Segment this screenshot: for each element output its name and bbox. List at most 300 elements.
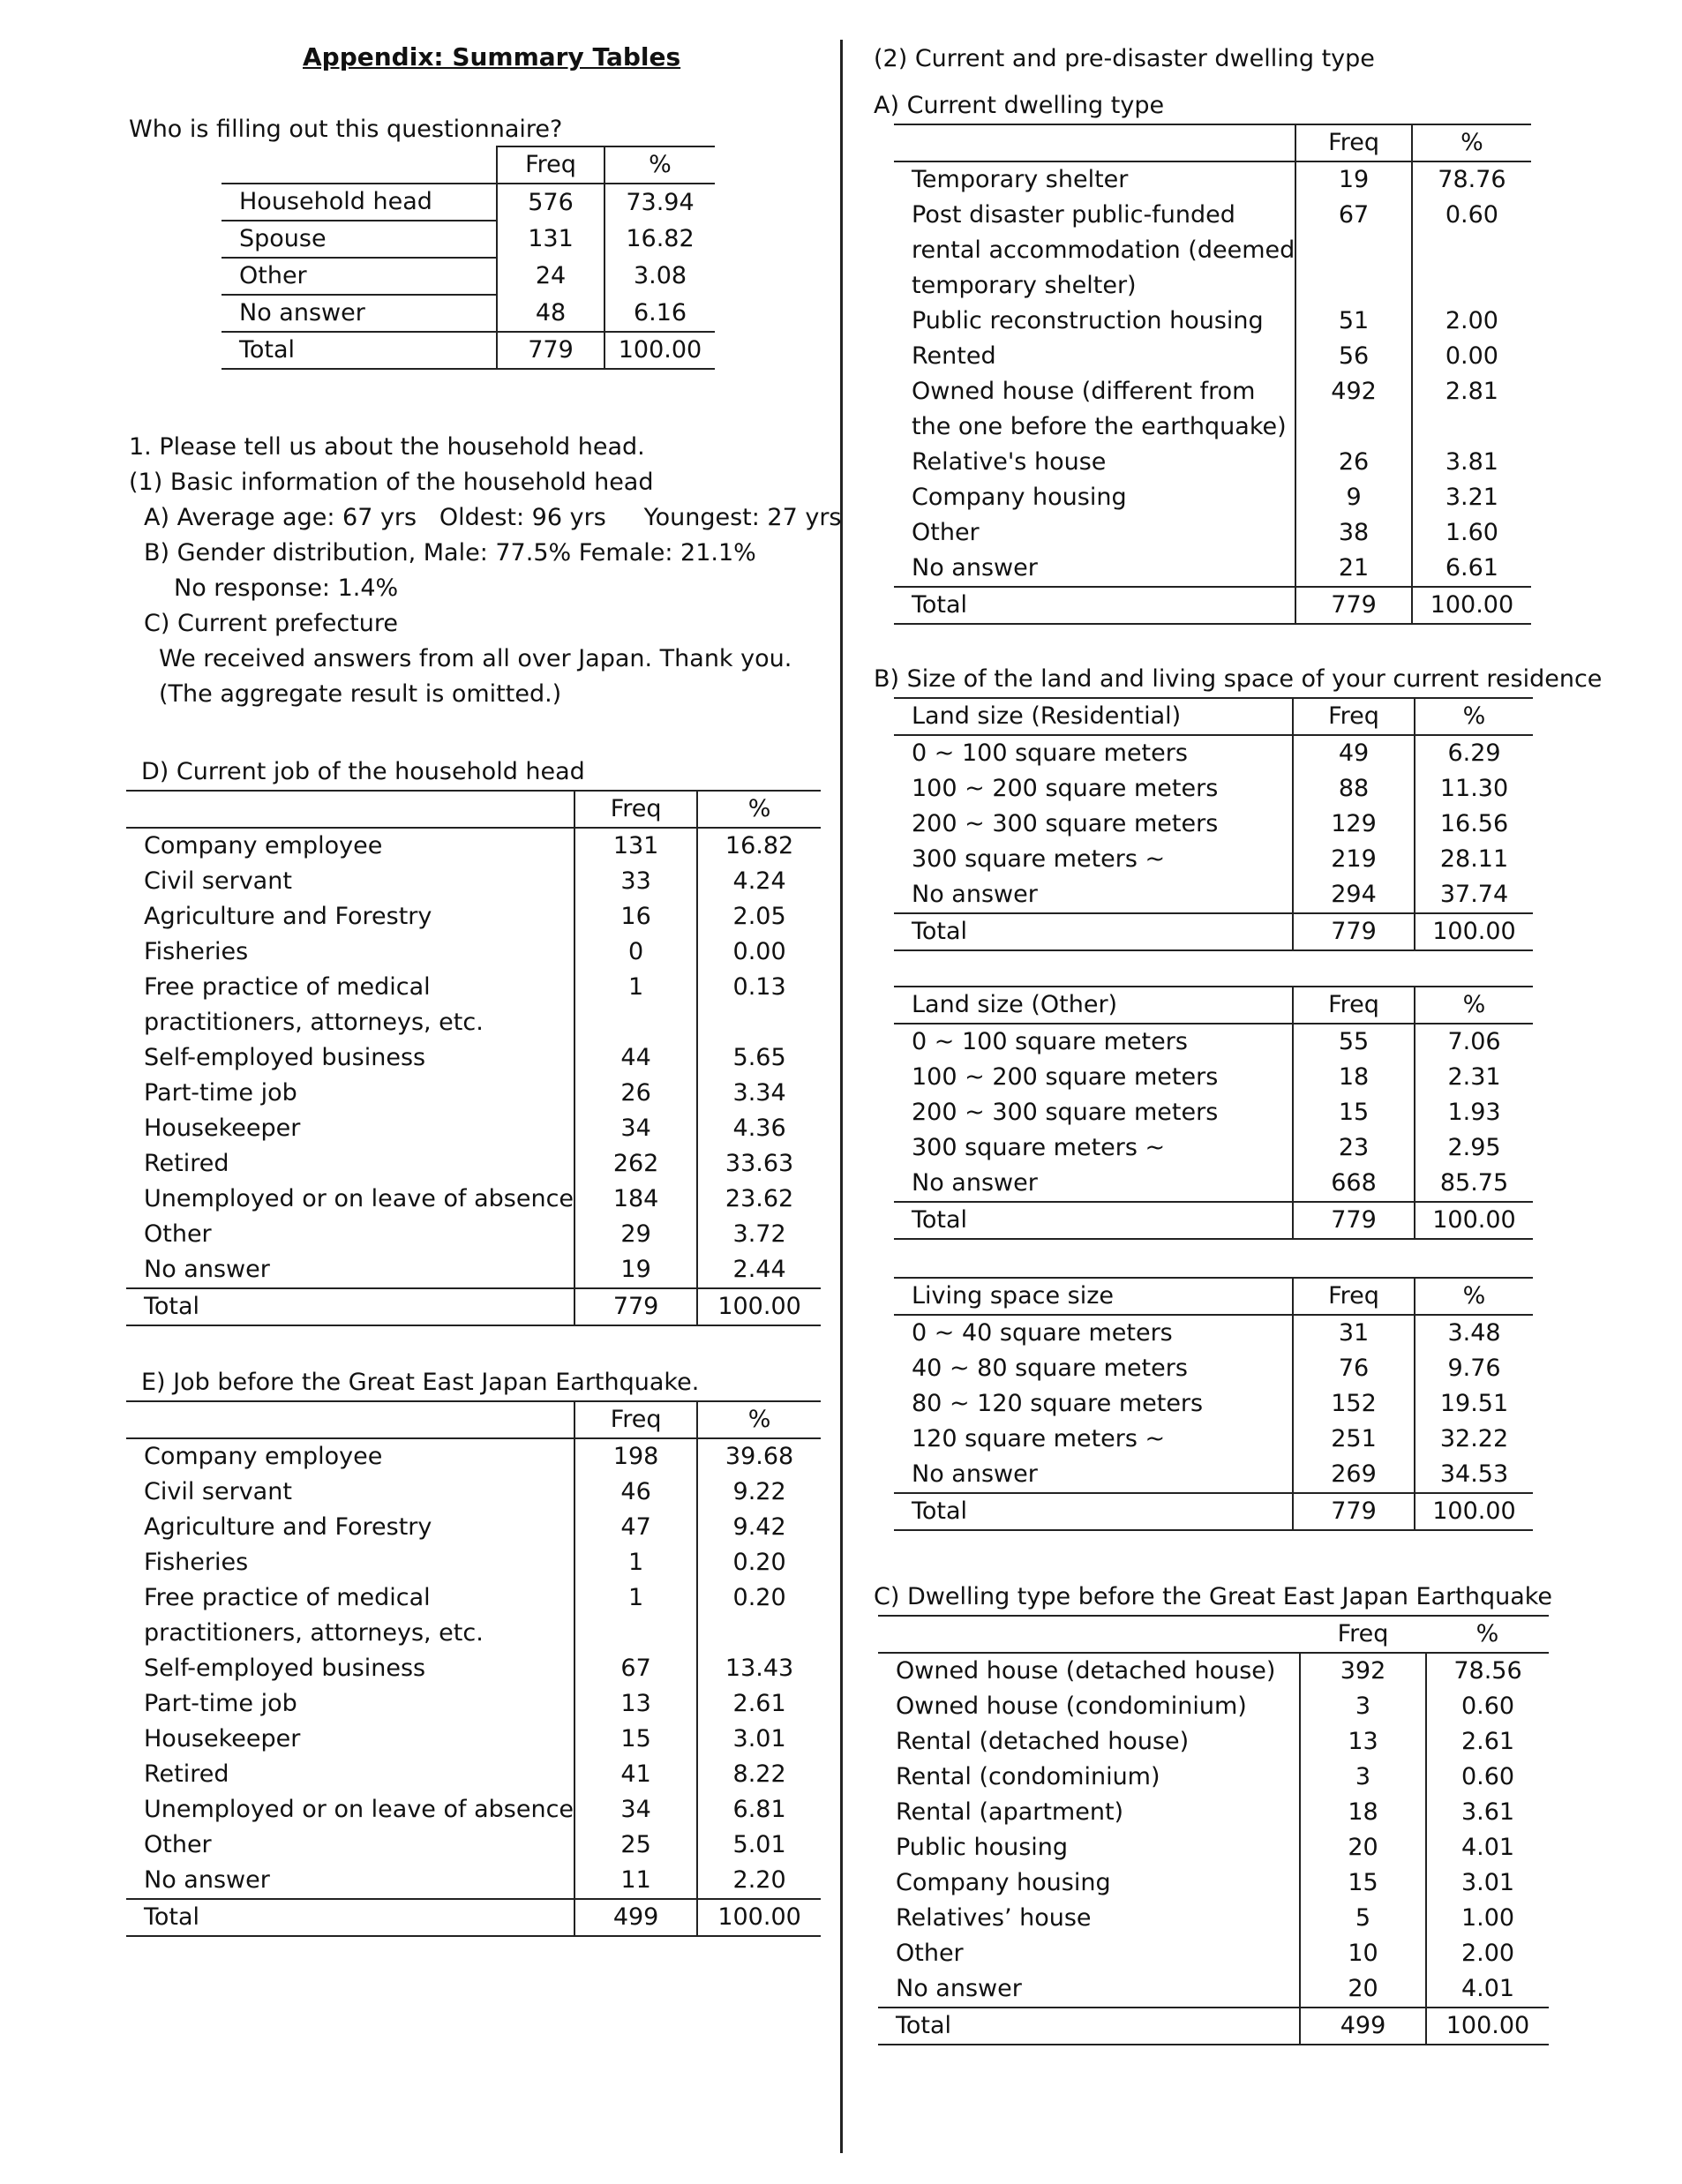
row-pct: 11.30	[1439, 775, 1509, 802]
row-freq: 294	[1293, 877, 1415, 913]
row-label: temporary shelter)	[894, 268, 1295, 304]
gender-text: B) Gender distribution, Male: 77.5% Female: 21.1%	[144, 539, 756, 567]
row-freq: 131	[574, 828, 697, 864]
row-pct: 4.24	[732, 867, 786, 895]
table-row	[894, 161, 1531, 198]
row-freq: 49	[1293, 735, 1415, 771]
total-freq: 779	[1293, 1202, 1415, 1239]
table-row	[126, 1252, 821, 1288]
row-freq: 34	[574, 1111, 697, 1146]
row-freq: 23	[1293, 1130, 1415, 1166]
row-pct: 3.01	[1460, 1869, 1515, 1896]
total-row	[894, 913, 1533, 950]
row-freq: 262	[574, 1146, 697, 1182]
table-row	[894, 1386, 1533, 1422]
row-freq: 15	[574, 1722, 697, 1757]
row-label: 40 ~ 80 square meters	[894, 1351, 1293, 1386]
row-freq: 1	[574, 970, 697, 1005]
row-freq: 38	[1295, 515, 1412, 551]
job-current-table	[126, 790, 821, 1326]
table-row	[222, 221, 715, 258]
avg-age-text: A) Average age: 67 yrs Oldest: 96 yrs Youngest: 27 yrs	[144, 504, 842, 531]
table-header-row	[222, 146, 715, 184]
row-pct: 23.62	[725, 1185, 794, 1212]
row-label: Rented	[894, 339, 1295, 374]
total-pct: 100.00	[1415, 1493, 1533, 1530]
table-row	[126, 1146, 821, 1182]
table-row	[894, 1060, 1533, 1095]
row-freq: 131	[497, 221, 604, 258]
table-header-row	[126, 1401, 821, 1438]
table-row	[222, 184, 715, 221]
table-row	[894, 1351, 1533, 1386]
row-pct: 6.81	[732, 1796, 786, 1823]
row-label: 0 ~ 100 square meters	[894, 735, 1293, 771]
prefecture-text: C) Current prefecture	[144, 610, 398, 637]
header-freq: Freq	[497, 146, 604, 184]
row-pct: 2.31	[1447, 1063, 1501, 1091]
row-pct: 19.51	[1439, 1390, 1509, 1417]
row-freq: 76	[1293, 1351, 1415, 1386]
row-label: Temporary shelter	[894, 161, 1295, 198]
row-pct: 1.60	[1445, 519, 1498, 546]
total-pct: 100.00	[1415, 1202, 1533, 1239]
table-row	[126, 864, 821, 899]
row-pct: 3.81	[1445, 448, 1498, 476]
row-freq: 20	[1300, 1971, 1426, 2008]
row-freq: 576	[497, 184, 604, 221]
total-freq: 779	[1295, 587, 1412, 624]
row-label: Retired	[126, 1146, 574, 1182]
row-freq: 5	[1300, 1901, 1426, 1936]
row-label: Housekeeper	[126, 1722, 574, 1757]
table-row	[126, 1792, 821, 1828]
row-freq: 1	[574, 1580, 697, 1616]
row-label: the one before the earthquake)	[894, 409, 1295, 445]
table-header-row	[894, 124, 1531, 161]
row-freq: 129	[1293, 807, 1415, 842]
row-freq: 219	[1293, 842, 1415, 877]
table-row	[126, 1217, 821, 1252]
header-label	[878, 1616, 1300, 1653]
table-row	[126, 1616, 821, 1651]
dwelling-current-title: A) Current dwelling type	[874, 92, 1165, 119]
row-pct: 7.06	[1447, 1028, 1501, 1055]
land-other-table	[894, 986, 1533, 1240]
row-label: 300 square meters ~	[894, 842, 1293, 877]
header-label: Land size (Residential)	[894, 698, 1293, 735]
table-row	[894, 198, 1531, 233]
row-pct: 0.60	[1445, 201, 1498, 229]
row-label: Owned house (different from	[894, 374, 1295, 409]
row-freq: 16	[574, 899, 697, 934]
header-freq: Freq	[574, 791, 697, 828]
header-pct: %	[1412, 124, 1531, 161]
row-freq: 15	[1300, 1865, 1426, 1901]
living-space-table	[894, 1277, 1533, 1531]
row-label: No answer	[126, 1863, 574, 1899]
table-row	[878, 1901, 1549, 1936]
row-label: Company housing	[894, 480, 1295, 515]
row-freq: 44	[574, 1040, 697, 1076]
table-header-row	[126, 791, 821, 828]
row-freq: 55	[1293, 1024, 1415, 1060]
header-pct: %	[1415, 987, 1533, 1024]
row-freq: 47	[574, 1510, 697, 1545]
row-label: practitioners, attorneys, etc.	[126, 1616, 574, 1651]
prefecture-note2: (The aggregate result is omitted.)	[159, 680, 562, 708]
row-label: No answer	[894, 877, 1293, 913]
table-row	[894, 771, 1533, 807]
header-pct: %	[1415, 698, 1533, 735]
header-label	[126, 791, 574, 828]
row-freq: 18	[1293, 1060, 1415, 1095]
job-before-title: E) Job before the Great East Japan Earthquake.	[141, 1369, 700, 1396]
row-freq: 1	[574, 1545, 697, 1580]
row-freq: 152	[1293, 1386, 1415, 1422]
table-row	[126, 1757, 821, 1792]
row-pct: 39.68	[725, 1443, 794, 1470]
row-label: 100 ~ 200 square meters	[894, 1060, 1293, 1095]
row-pct: 73.94	[626, 188, 695, 216]
row-pct: 3.48	[1447, 1319, 1501, 1347]
row-label: Unemployed or on leave of absence	[126, 1792, 574, 1828]
total-freq: 779	[1293, 913, 1415, 950]
row-label: 80 ~ 120 square meters	[894, 1386, 1293, 1422]
row-freq: 26	[1295, 445, 1412, 480]
row-pct: 3.01	[732, 1725, 786, 1752]
table-row	[894, 445, 1531, 480]
table-row	[126, 1580, 821, 1616]
table-row	[894, 1024, 1533, 1060]
total-freq: 499	[1300, 2008, 1426, 2045]
total-row	[878, 2008, 1549, 2045]
row-freq: 26	[574, 1076, 697, 1111]
table-row	[894, 1166, 1533, 1202]
row-freq: 11	[574, 1863, 697, 1899]
total-freq: 779	[574, 1288, 697, 1325]
row-freq: 67	[1295, 198, 1412, 233]
row-freq: 3	[1300, 1689, 1426, 1724]
row-pct: 0.00	[732, 938, 786, 965]
row-freq: 56	[1295, 339, 1412, 374]
table-row	[894, 735, 1533, 771]
row-label: Spouse	[222, 221, 497, 258]
row-label: Part-time job	[126, 1076, 574, 1111]
total-label: Total	[126, 1288, 574, 1325]
row-pct: 33.63	[725, 1150, 794, 1177]
header-label	[894, 124, 1295, 161]
row-label: Self-employed business	[126, 1651, 574, 1686]
row-pct: 1.00	[1460, 1904, 1515, 1932]
row-pct: 2.20	[732, 1866, 786, 1894]
header-pct: %	[697, 1401, 821, 1438]
row-freq: 10	[1300, 1936, 1426, 1971]
row-freq: 67	[574, 1651, 697, 1686]
table-row	[126, 1475, 821, 1510]
who-question: Who is filling out this questionnaire?	[129, 116, 563, 143]
row-label: 300 square meters ~	[894, 1130, 1293, 1166]
row-freq: 19	[574, 1252, 697, 1288]
table-row	[126, 1651, 821, 1686]
row-pct: 16.82	[626, 225, 695, 252]
table-row	[126, 1545, 821, 1580]
land-residential-table	[894, 697, 1533, 951]
table-row	[894, 374, 1531, 409]
total-pct: 100.00	[697, 1288, 821, 1325]
table-row	[878, 1689, 1549, 1724]
row-pct: 28.11	[1439, 845, 1509, 873]
row-label: Public reconstruction housing	[894, 304, 1295, 339]
row-label: Relative's house	[894, 445, 1295, 480]
row-label: Owned house (condominium)	[878, 1689, 1300, 1724]
row-label: Fisheries	[126, 1545, 574, 1580]
header-label	[126, 1401, 574, 1438]
row-pct: 2.95	[1447, 1134, 1501, 1161]
row-freq: 34	[574, 1792, 697, 1828]
row-label: No answer	[894, 551, 1295, 587]
row-freq: 13	[1300, 1724, 1426, 1760]
row-pct: 0.60	[1460, 1763, 1515, 1790]
prefecture-note: We received answers from all over Japan. Thank you.	[159, 645, 792, 672]
row-label: Company employee	[126, 828, 574, 864]
table-row	[894, 877, 1533, 913]
table-row	[894, 1315, 1533, 1351]
row-label: 0 ~ 40 square meters	[894, 1315, 1293, 1351]
row-label: Agriculture and Forestry	[126, 899, 574, 934]
row-label: Housekeeper	[126, 1111, 574, 1146]
row-label: 200 ~ 300 square meters	[894, 1095, 1293, 1130]
row-pct: 16.56	[1439, 810, 1509, 837]
total-pct: 100.00	[1415, 913, 1533, 950]
row-freq	[1295, 268, 1412, 304]
header-pct: %	[1415, 1278, 1533, 1315]
total-pct: 100.00	[604, 332, 715, 369]
header-freq: Freq	[1293, 698, 1415, 735]
row-pct: 0.20	[732, 1584, 786, 1611]
table-row	[894, 1422, 1533, 1457]
row-pct: 6.16	[633, 298, 687, 326]
table-row	[878, 1830, 1549, 1865]
total-label: Total	[894, 913, 1293, 950]
table-row	[894, 268, 1531, 304]
table-row	[126, 1111, 821, 1146]
header-label: Living space size	[894, 1278, 1293, 1315]
row-label: Unemployed or on leave of absence	[126, 1182, 574, 1217]
column-divider	[840, 40, 843, 2153]
row-freq: 3	[1300, 1760, 1426, 1795]
total-row	[126, 1288, 821, 1325]
row-label: No answer	[222, 295, 497, 332]
size-title: B) Size of the land and living space of your current residence	[874, 665, 1603, 693]
row-label: 100 ~ 200 square meters	[894, 771, 1293, 807]
total-label: Total	[894, 1493, 1293, 1530]
row-label: Household head	[222, 184, 497, 221]
row-pct: 4.36	[732, 1115, 786, 1142]
table-row	[126, 1182, 821, 1217]
total-row	[894, 1493, 1533, 1530]
table-row	[126, 1686, 821, 1722]
dwelling-before-table	[878, 1615, 1549, 2045]
row-pct: 3.72	[732, 1220, 786, 1248]
row-label: Fisheries	[126, 934, 574, 970]
table-row	[894, 1457, 1533, 1493]
row-label: Retired	[126, 1757, 574, 1792]
table-row	[878, 1971, 1549, 2008]
row-label: Rental (condominium)	[878, 1760, 1300, 1795]
total-label: Total	[126, 1899, 574, 1936]
row-label: Other	[126, 1217, 574, 1252]
table-row	[222, 295, 715, 332]
row-label: Relatives’ house	[878, 1901, 1300, 1936]
row-freq	[1295, 409, 1412, 445]
section1-sub: (1) Basic information of the household head	[129, 469, 654, 496]
row-label: Post disaster public-funded	[894, 198, 1295, 233]
row-freq: 48	[497, 295, 604, 332]
table-row	[878, 1724, 1549, 1760]
row-label: Company employee	[126, 1438, 574, 1475]
row-label: No answer	[126, 1252, 574, 1288]
header-label	[222, 146, 497, 184]
row-pct: 0.13	[732, 973, 786, 1001]
table-row	[894, 233, 1531, 268]
row-freq: 392	[1300, 1653, 1426, 1689]
row-pct: 34.53	[1439, 1460, 1509, 1488]
header-freq: Freq	[1300, 1616, 1426, 1653]
row-pct: 2.00	[1445, 307, 1498, 334]
header-freq: Freq	[1293, 987, 1415, 1024]
row-pct: 3.08	[633, 262, 687, 289]
row-freq: 51	[1295, 304, 1412, 339]
row-freq: 88	[1293, 771, 1415, 807]
row-label: practitioners, attorneys, etc.	[126, 1005, 574, 1040]
row-pct	[1412, 268, 1531, 304]
row-freq	[574, 1616, 697, 1651]
row-pct: 13.43	[725, 1655, 794, 1682]
table-row	[894, 1130, 1533, 1166]
row-pct: 5.65	[732, 1044, 786, 1071]
table-row	[126, 1722, 821, 1757]
row-pct: 2.00	[1460, 1940, 1515, 1967]
table-row	[126, 899, 821, 934]
table-row	[878, 1936, 1549, 1971]
total-row	[894, 587, 1531, 624]
row-pct: 16.82	[725, 832, 794, 859]
row-pct	[1412, 233, 1531, 268]
table-row	[894, 409, 1531, 445]
total-row	[222, 332, 715, 369]
row-pct: 3.61	[1460, 1798, 1515, 1826]
row-label: No answer	[878, 1971, 1300, 2008]
section1-heading: 1. Please tell us about the household head.	[129, 433, 645, 461]
row-label: Free practice of medical	[126, 1580, 574, 1616]
section2-heading: (2) Current and pre-disaster dwelling type	[874, 45, 1375, 72]
table-row	[894, 515, 1531, 551]
header-freq: Freq	[1293, 1278, 1415, 1315]
table-row	[894, 304, 1531, 339]
row-pct: 2.61	[732, 1690, 786, 1717]
total-freq: 779	[1293, 1493, 1415, 1530]
row-label: Owned house (detached house)	[878, 1653, 1300, 1689]
header-freq: Freq	[1295, 124, 1412, 161]
table-row	[126, 970, 821, 1005]
table-row	[894, 842, 1533, 877]
row-freq: 25	[574, 1828, 697, 1863]
table-header-row	[894, 1278, 1533, 1315]
row-pct: 4.01	[1460, 1975, 1515, 2002]
row-freq: 33	[574, 864, 697, 899]
row-freq	[574, 1005, 697, 1040]
header-freq: Freq	[574, 1401, 697, 1438]
row-label: Free practice of medical	[126, 970, 574, 1005]
row-pct: 9.42	[732, 1513, 786, 1541]
table-row	[894, 551, 1531, 587]
row-label: Other	[894, 515, 1295, 551]
table-row	[126, 1863, 821, 1899]
table-row	[894, 339, 1531, 374]
row-pct: 2.44	[732, 1256, 786, 1283]
table-header-row	[894, 698, 1533, 735]
row-freq: 46	[574, 1475, 697, 1510]
row-pct: 2.05	[732, 903, 786, 930]
table-row	[126, 934, 821, 970]
header-pct: %	[697, 791, 821, 828]
row-freq: 13	[574, 1686, 697, 1722]
row-pct: 32.22	[1439, 1425, 1509, 1452]
row-pct	[697, 1616, 821, 1651]
total-label: Total	[894, 1202, 1293, 1239]
row-freq: 20	[1300, 1830, 1426, 1865]
row-label: Self-employed business	[126, 1040, 574, 1076]
row-pct: 85.75	[1439, 1169, 1509, 1197]
row-freq: 668	[1293, 1166, 1415, 1202]
row-label: Company housing	[878, 1865, 1300, 1901]
table-row	[894, 480, 1531, 515]
row-pct: 0.60	[1460, 1692, 1515, 1720]
row-pct: 6.61	[1445, 554, 1498, 582]
row-pct: 2.81	[1445, 378, 1498, 405]
table-row	[126, 828, 821, 864]
total-label: Total	[878, 2008, 1300, 2045]
row-freq: 41	[574, 1757, 697, 1792]
row-label: 0 ~ 100 square meters	[894, 1024, 1293, 1060]
table-row	[126, 1040, 821, 1076]
row-label: Other	[222, 258, 497, 295]
row-pct	[697, 1005, 821, 1040]
row-pct	[1412, 409, 1531, 445]
total-pct: 100.00	[1412, 587, 1531, 624]
row-freq: 269	[1293, 1457, 1415, 1493]
total-label: Total	[222, 332, 497, 369]
table-row	[222, 258, 715, 295]
row-label: Other	[878, 1936, 1300, 1971]
row-label: Agriculture and Forestry	[126, 1510, 574, 1545]
job-before-table	[126, 1400, 821, 1937]
row-pct: 78.56	[1453, 1657, 1522, 1685]
total-pct: 100.00	[1426, 2008, 1549, 2045]
header-pct: %	[1426, 1616, 1549, 1653]
row-freq: 31	[1293, 1315, 1415, 1351]
row-freq: 198	[574, 1438, 697, 1475]
row-freq: 18	[1300, 1795, 1426, 1830]
table-row	[126, 1828, 821, 1863]
row-pct: 0.00	[1445, 342, 1498, 370]
table-row	[878, 1795, 1549, 1830]
row-freq: 0	[574, 934, 697, 970]
row-label: 120 square meters ~	[894, 1422, 1293, 1457]
row-pct: 3.34	[732, 1079, 786, 1107]
row-label: 200 ~ 300 square meters	[894, 807, 1293, 842]
